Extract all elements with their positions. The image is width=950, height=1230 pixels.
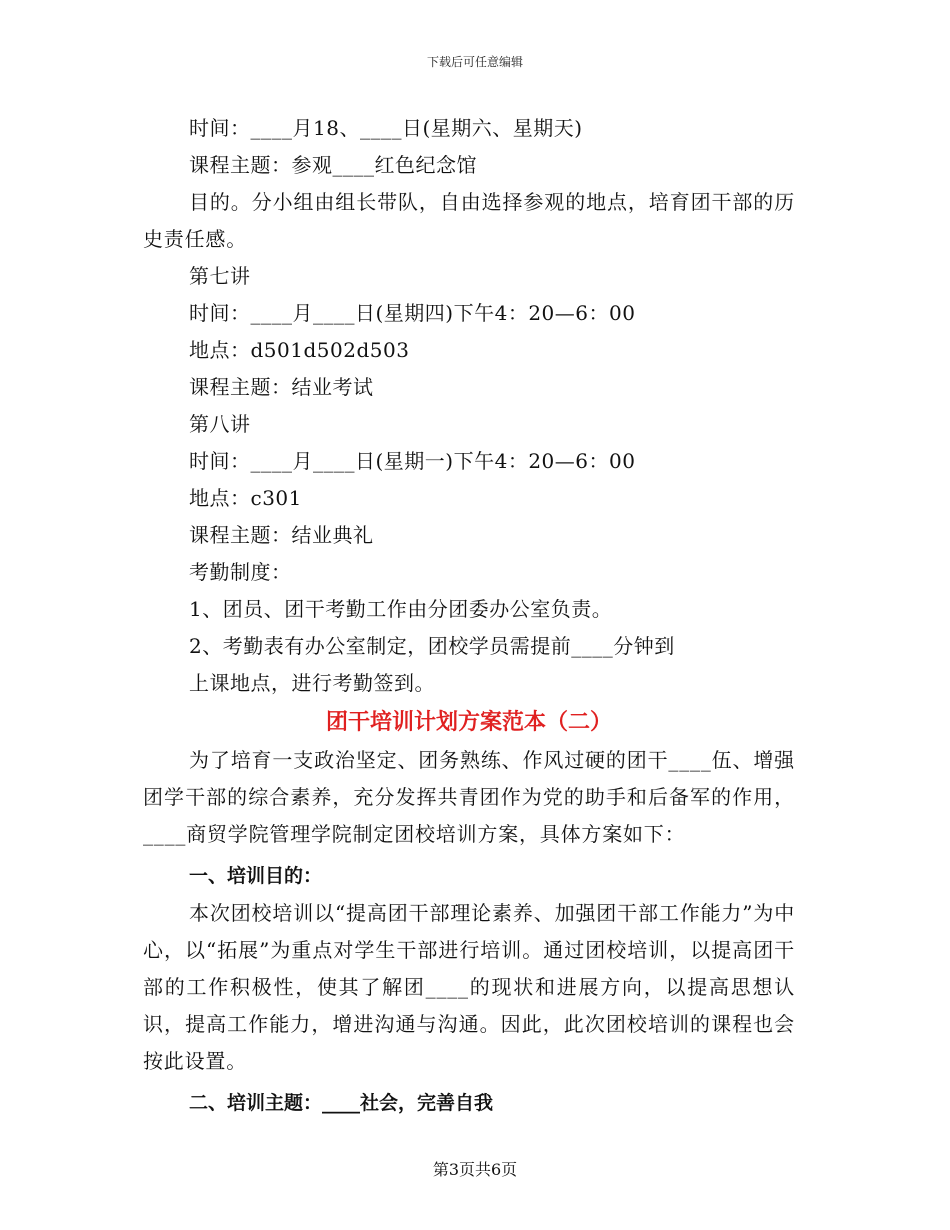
text-line: 第八讲 bbox=[189, 412, 251, 436]
heading-purpose: 一、培训目的： bbox=[189, 865, 323, 887]
text-line: 时间：____月18、____日(星期六、星期天) bbox=[189, 116, 583, 140]
text-line: 课程主题：结业考试 bbox=[189, 375, 374, 399]
page-header: 下载后可任意编辑 bbox=[426, 55, 523, 69]
text-line: 上课地点，进行考勤签到。 bbox=[189, 671, 435, 695]
purpose-paragraph: 本次团校培训以“提高团干部理论素养、加强团干部工作能力”为中心，以“拓展”为重点对学生干部进行培训。通过团校培训，以提高团干部的工作积极性，使其了解团____的现状和进展方向，以提高思想认识，提高工作能力，增进沟通与沟通。因此，此次团校培训的课程也会按此设置。 bbox=[143, 901, 795, 1073]
intro-paragraph: 为了培育一支政治坚定、团务熟练、作风过硬的团干____伍、增强团学干部的综合素养，充分发挥共青团作为党的助手和后备军的作用，____商贸学院管理学院制定团校培训方案，具体方案如下： bbox=[143, 748, 795, 846]
page-footer: 第3页共6页 bbox=[432, 1160, 518, 1179]
heading-theme: 二、培训主题：____社会，完善自我 bbox=[189, 1092, 494, 1114]
text-line: 2、考勤表有办公室制定，团校学员需提前____分钟到 bbox=[189, 634, 675, 658]
text-line: 课程主题：参观____红色纪念馆 bbox=[189, 153, 477, 177]
text-line: 1、团员、团干考勤工作由分团委办公室负责。 bbox=[189, 597, 613, 621]
text-line: 考勤制度： bbox=[189, 560, 292, 584]
document-body bbox=[143, 110, 795, 1122]
paragraph: 目的。分小组由组长带队，自由选择参观的地点，培育团干部的历史责任感。 bbox=[143, 190, 795, 251]
text-line: 课程主题：结业典礼 bbox=[189, 523, 374, 547]
text-line: 地点：c301 bbox=[189, 486, 302, 510]
text-line: 时间：____月____日(星期一)下午4：20—6：00 bbox=[189, 449, 636, 473]
text-line: 地点：d501d502d503 bbox=[189, 338, 410, 362]
section-title: 团干培训计划方案范本（二） bbox=[325, 710, 612, 735]
text-line: 时间：____月____日(星期四)下午4：20—6：00 bbox=[189, 301, 636, 325]
text-line: 第七讲 bbox=[189, 264, 251, 288]
